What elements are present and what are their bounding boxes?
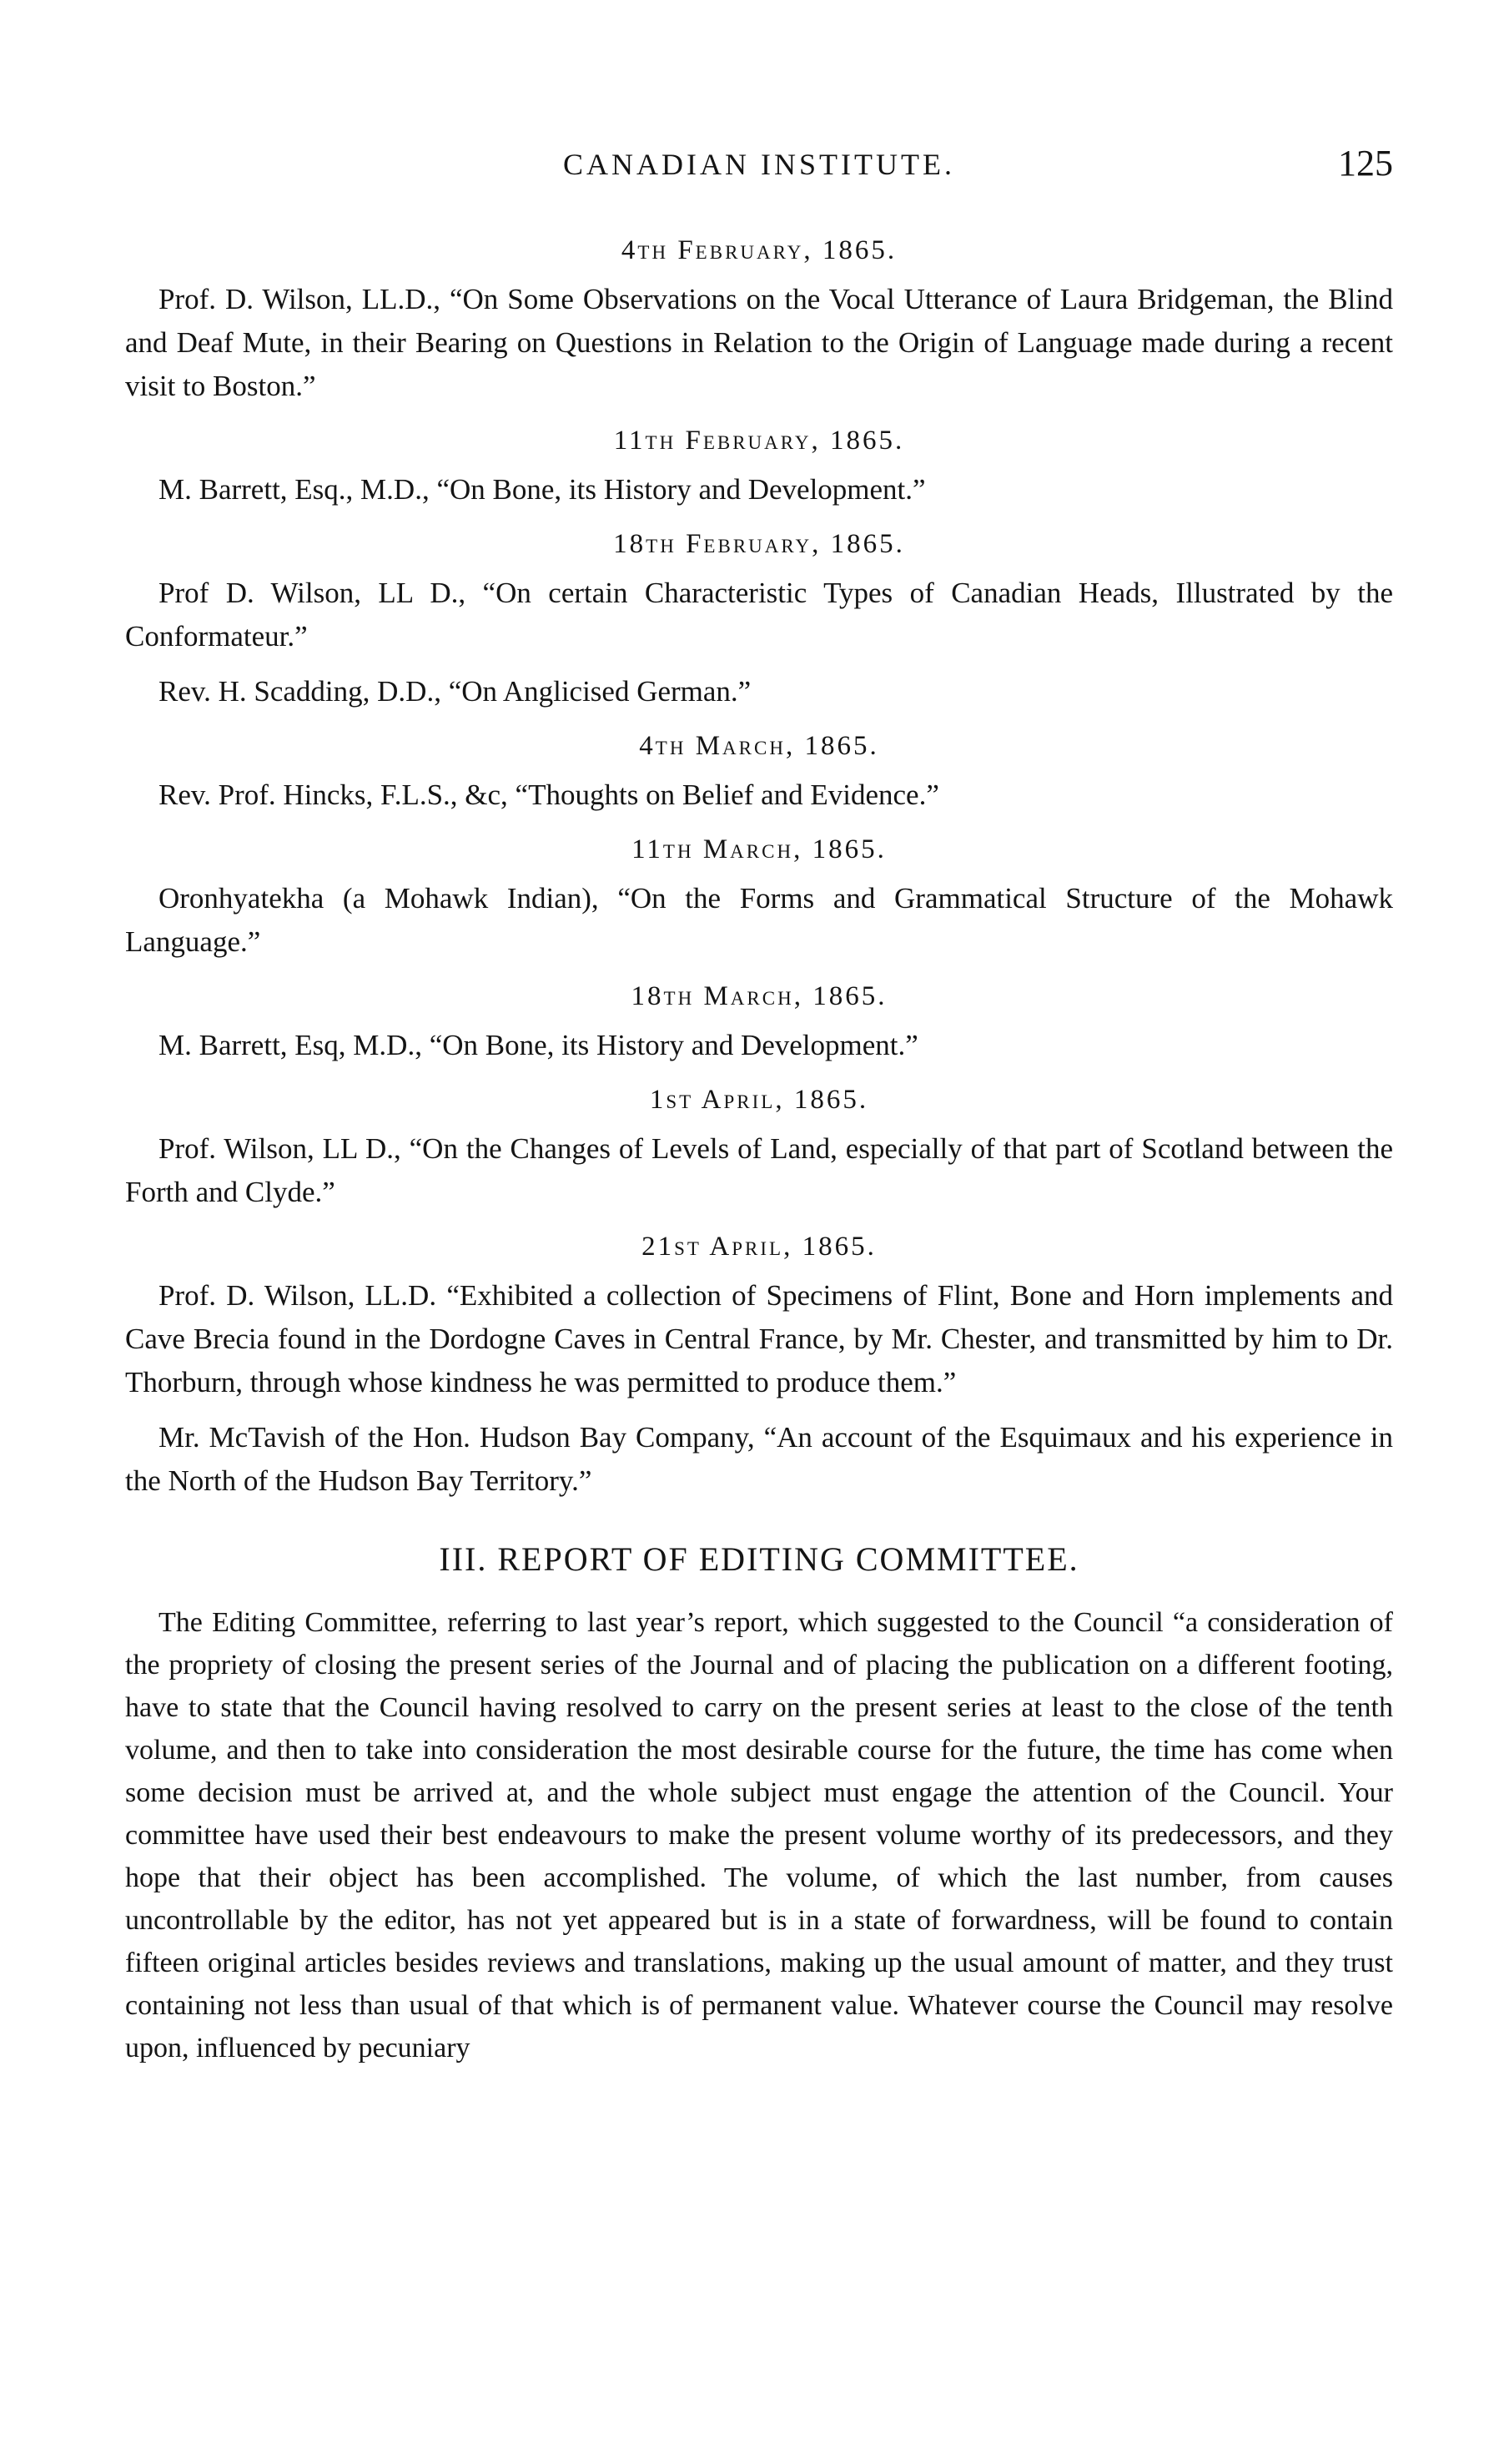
- section-heading: III. REPORT OF EDITING COMMITTEE.: [439, 1540, 1079, 1578]
- running-title: CANADIAN INSTITUTE.: [563, 148, 955, 181]
- meeting-date: 11th February, 1865.: [613, 426, 905, 456]
- page-number: 125: [1338, 143, 1393, 184]
- meeting-entry: Rev. Prof. Hincks, F.L.S., &c, “Thoughts on Belief and Evidence.”: [158, 779, 939, 811]
- page-header: [125, 142, 1393, 192]
- meeting-date: 18th March, 1865.: [631, 981, 888, 1011]
- meeting-entry: Prof. Wilson, LL D., “On the Changes of Levels of Land, especially of that part of Scotland between the Forth and Clyde.”: [125, 1132, 1393, 1208]
- meeting-date: 4th February, 1865.: [621, 235, 898, 265]
- meeting-date: 18th February, 1865.: [613, 529, 905, 559]
- meeting-entry: M. Barrett, Esq, M.D., “On Bone, its History and Development.”: [158, 1029, 918, 1061]
- meeting-entry: Prof. D. Wilson, LL.D., “On Some Observations on the Vocal Utterance of Laura Bridgeman, the Blind and Deaf Mute, in their Bearing on Questions in Relation to the Origin of Language made during a recent visit to Boston.”: [125, 283, 1393, 402]
- meeting-entry: M. Barrett, Esq., M.D., “On Bone, its History and Development.”: [158, 473, 926, 506]
- meeting-date: 1st April, 1865.: [649, 1085, 869, 1115]
- meeting-date: 4th March, 1865.: [639, 731, 879, 761]
- meetings-list: [125, 229, 1393, 1503]
- meeting-entry: Oronhyatekha (a Mohawk Indian), “On the Forms and Grammatical Structure of the Mohawk Language.”: [125, 882, 1393, 958]
- meeting-date: 21st April, 1865.: [641, 1232, 877, 1262]
- meeting-entry: Prof. D. Wilson, LL.D. “Exhibited a collection of Specimens of Flint, Bone and Horn implements and Cave Brecia found in the Dordogne Caves in Central France, by Mr. Chester, and transmitted by him to Dr. Thorburn, through whose kindness he was permitted to produce them.”: [125, 1279, 1393, 1398]
- meeting-entry: Rev. H. Scadding, D.D., “On Anglicised German.”: [158, 675, 752, 708]
- meeting-date: 11th March, 1865.: [631, 834, 887, 864]
- page-body: [125, 229, 1393, 2069]
- document-page: [125, 0, 1393, 2464]
- report-paragraph: The Editing Committee, referring to last year’s report, which suggested to the Council “a consideration of the propriety of closing the present series of the Journal and of placing the publication on a different footing, have to state that the Council having resolved to carry on the present series at least to the close of the tenth volume, and then to take into consideration the most desirable course for the future, the time has come when some decision must be arrived at, and the whole subject must engage the attention of the Council. Your committee have used their best endeavours to make the present volume worthy of its predecessors, and they hope that their object has been accomplished. The volume, of which the last number, from causes uncontrollable by the editor, has not yet appeared but is in a state of forwardness, will be found to contain fifteen original articles besides reviews and translations, making up the usual amount of matter, and they trust containing not less than usual of that which is of permanent value. Whatever course the Council may resolve upon, influenced by pecuniary: [125, 1607, 1393, 2063]
- meeting-entry: Mr. McTavish of the Hon. Hudson Bay Company, “An account of the Esquimaux and his experience in the North of the Hudson Bay Territory.”: [125, 1421, 1393, 1497]
- meeting-entry: Prof D. Wilson, LL D., “On certain Characteristic Types of Canadian Heads, Illustrated by the Conformateur.”: [125, 577, 1393, 653]
